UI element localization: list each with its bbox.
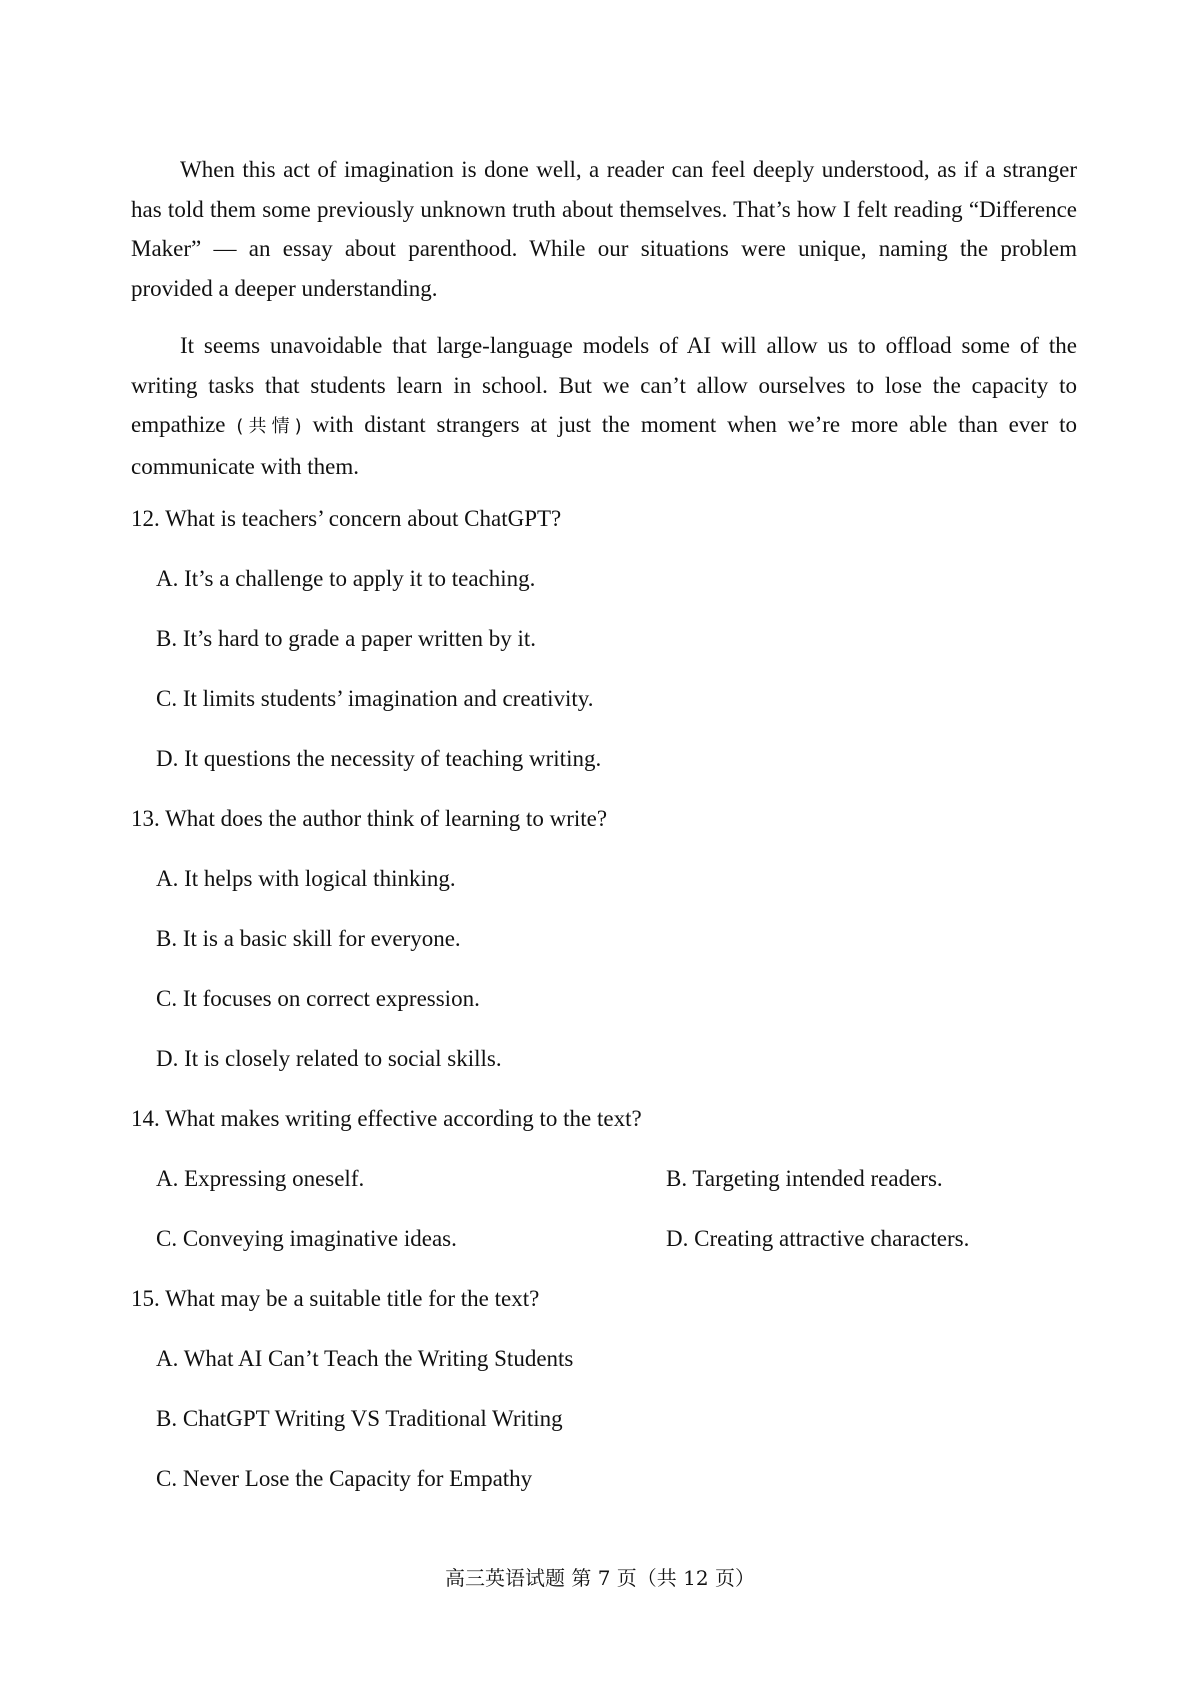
question-15	[131, 1284, 1077, 1524]
option-a: A. It’s a challenge to apply it to teaching.	[156, 566, 536, 591]
option-b: B. It’s hard to grade a paper written by it.	[156, 626, 537, 651]
option-c: C. Conveying imaginative ideas.	[156, 1226, 457, 1251]
question-13	[131, 804, 1077, 1104]
option-b: B. ChatGPT Writing VS Traditional Writing	[156, 1406, 563, 1431]
page-footer: 高三英语试题 第 7 页（共 12 页）	[445, 1566, 755, 1590]
option-d: D. Creating attractive characters.	[666, 1226, 970, 1251]
option-c: C. Never Lose the Capacity for Empathy	[156, 1466, 533, 1491]
option-row	[156, 1224, 1077, 1284]
chinese-gloss: (共情)	[236, 416, 302, 437]
passage-paragraph-2-text-b: with distant strangers at just the moment when we’re more able than ever to communicate with them.	[131, 412, 1077, 479]
question-stem: 12. What is teachers’ concern about ChatGPT?	[131, 506, 562, 531]
passage-paragraph-2	[131, 326, 1077, 486]
option-a: A. Expressing oneself.	[156, 1166, 365, 1191]
question-stem: 14. What makes writing effective according to the text?	[131, 1106, 642, 1131]
passage-paragraph-2-text-a: It seems unavoidable that large-language models of AI will allow us to offload some of the writing tasks that students learn in school. But we can’t allow ourselves to lose the capacity to empathize	[131, 333, 1077, 437]
question-14	[131, 1104, 1077, 1284]
option-row	[156, 1164, 1077, 1224]
option-b: B. It is a basic skill for everyone.	[156, 926, 461, 951]
option-c: C. It focuses on correct expression.	[156, 986, 480, 1011]
question-stem: 15. What may be a suitable title for the text?	[131, 1286, 540, 1311]
option-a: A. What AI Can’t Teach the Writing Students	[156, 1346, 574, 1371]
question-12	[131, 504, 1077, 804]
option-b: B. Targeting intended readers.	[666, 1166, 943, 1191]
option-c: C. It limits students’ imagination and creativity.	[156, 686, 594, 711]
option-d: D. It is closely related to social skills.	[156, 1046, 502, 1071]
exam-page	[131, 150, 1077, 1524]
question-stem: 13. What does the author think of learning to write?	[131, 806, 608, 831]
option-d: D. It questions the necessity of teaching writing.	[156, 746, 602, 771]
passage-paragraph-1: When this act of imagination is done well, a reader can feel deeply understood, as if a stranger has told them some previously unknown truth about themselves. That’s how I felt reading “Difference Maker” — an essay about parenthood. While our situations were unique, naming the problem provided a deeper understanding.	[131, 157, 1077, 301]
option-a: A. It helps with logical thinking.	[156, 866, 456, 891]
